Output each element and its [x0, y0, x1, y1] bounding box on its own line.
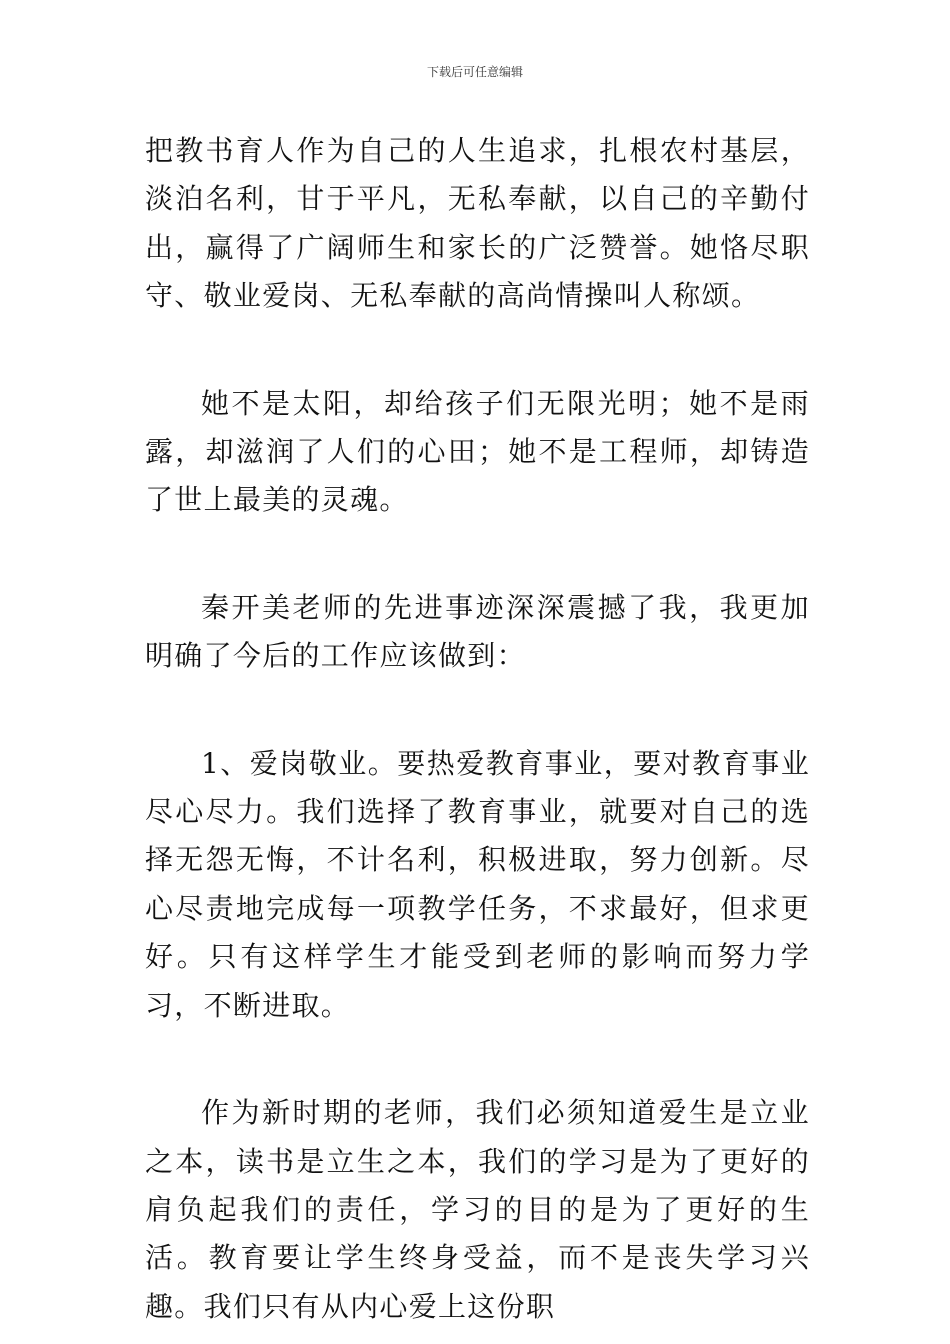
paragraph-inspiration: 秦开美老师的先进事迹深深震撼了我，我更加明确了今后的工作应该做到：: [145, 590, 810, 673]
paragraph-gap: [145, 321, 810, 380]
paragraph-gap: [145, 1030, 810, 1089]
paragraph-gap: [145, 525, 810, 584]
paragraph-sun-metaphor: 她不是太阳，却给孩子们无限光明；她不是雨露，却滋润了人们的心田；她不是工程师，却铸造了世上最美的灵魂。: [145, 386, 810, 517]
paragraph-continuation: 把教书育人作为自己的人生追求，扎根农村基层，淡泊名利，甘于平凡，无私奉献，以自己的辛勤付出，赢得了广阔师生和家长的广泛赞誉。她恪尽职守、敬业爱岗、无私奉献的高尚情操叫人称颂。: [145, 134, 810, 313]
paragraph-point-one: 1、爱岗敬业。要热爱教育事业，要对教育事业尽心尽力。我们选择了教育事业，就要对自己的选择无怨无悔，不计名利，积极进取，努力创新。尽心尽责地完成每一项教学任务，不求最好，但求更好。只有这样学生才能受到老师的影响而努力学习，不断进取。: [145, 746, 810, 1022]
paragraph-gap: [145, 681, 810, 740]
document-body: [145, 127, 810, 1331]
paragraph-new-era-teacher: 作为新时期的老师，我们必须知道爱生是立业之本，读书是立生之本，我们的学习是为了更好的肩负起我们的责任，学习的目的是为了更好的生活。教育要让学生终身受益，而不是丧失学习兴趣。我们只有从内心爱上这份职: [145, 1096, 810, 1323]
page-header-note: 下载后可任意编辑: [426, 65, 523, 79]
